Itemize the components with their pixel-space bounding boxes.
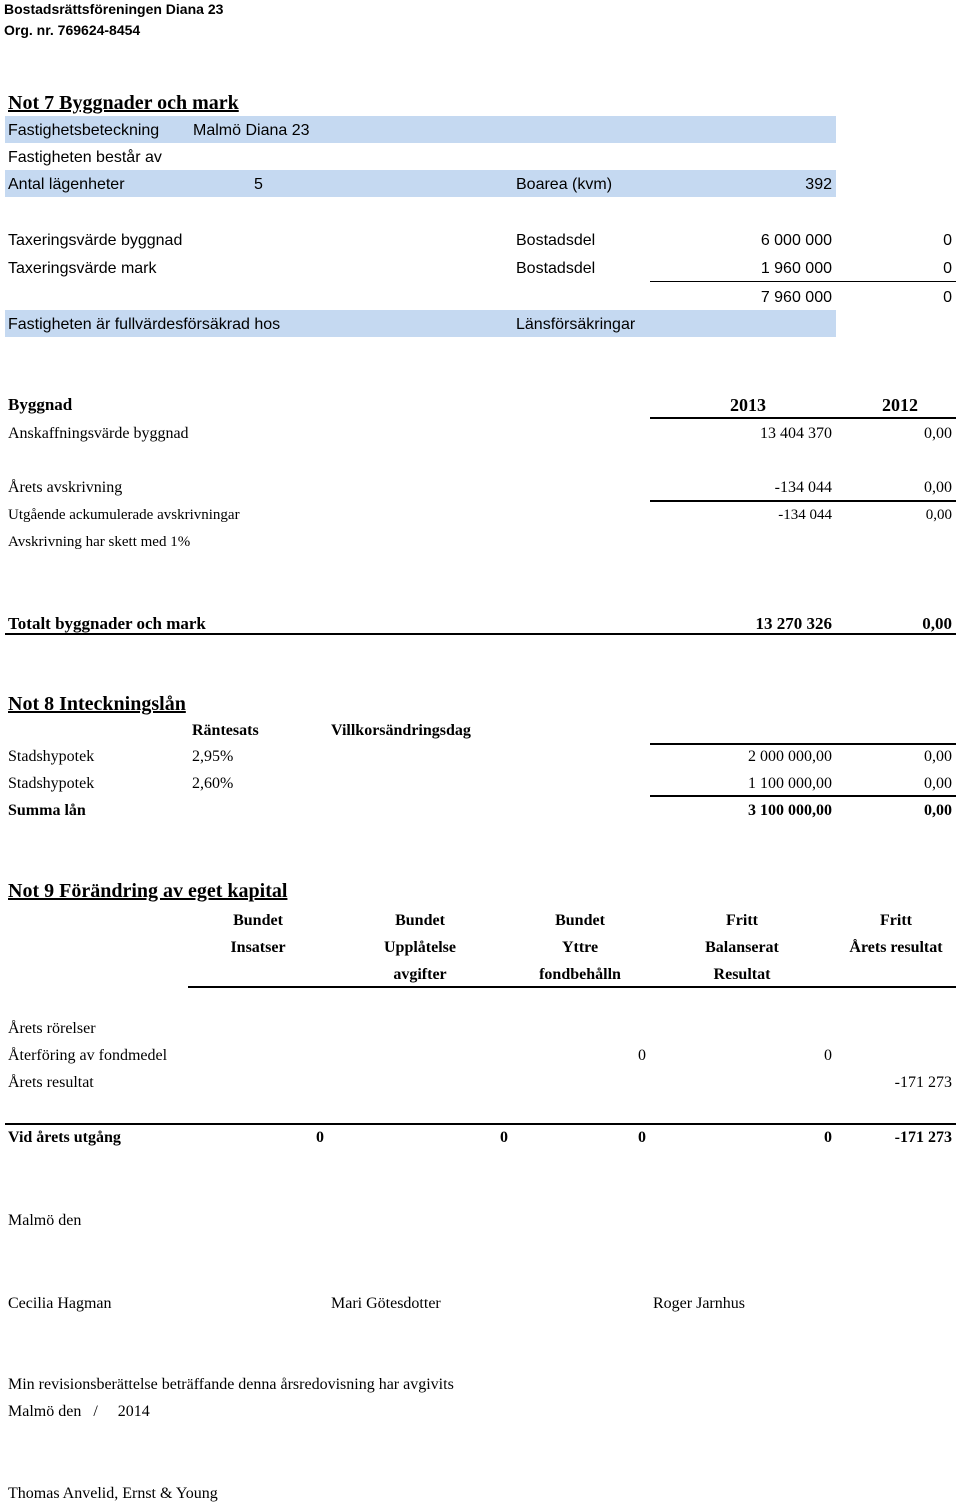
lagenheter-value: 5 (254, 176, 263, 193)
col3-line2: Yttre (561, 939, 599, 956)
forsakrad-value: Länsförsäkringar (516, 316, 636, 333)
totalt-2012: 0,00 (922, 614, 952, 633)
utgang-col1: 0 (316, 1129, 324, 1146)
col3-line1: Bundet (555, 912, 605, 929)
ackumulerade-2012: 0,00 (925, 507, 952, 523)
tax-total-extra: 0 (943, 289, 952, 306)
org-number: Org. nr. 769624-8454 (4, 22, 141, 38)
utgang-col3: 0 (638, 1129, 646, 1146)
boarea-value: 392 (805, 176, 832, 193)
tax-mark-type: Bostadsdel (516, 260, 596, 277)
header-rule (650, 743, 956, 745)
total-rule (5, 633, 956, 635)
anskaffning-label: Anskaffningsvärde byggnad (8, 425, 189, 442)
avskrivning-2013: -134 044 (774, 479, 832, 496)
col4-line3: Resultat (713, 966, 771, 983)
utgang-col4: 0 (824, 1129, 832, 1146)
total-rule (5, 1123, 956, 1125)
col2-line1: Bundet (395, 912, 445, 929)
ackumulerade-2013: -134 044 (778, 507, 832, 523)
sum-rule (650, 795, 956, 797)
summa-lan-2013: 3 100 000,00 (748, 802, 832, 819)
col1-line2: Insatser (230, 939, 286, 956)
totalt-2013: 13 270 326 (755, 614, 832, 633)
col4-line1: Fritt (726, 912, 758, 929)
place-date: Malmö den (8, 1212, 82, 1229)
bestar-av-label: Fastigheten består av (8, 149, 162, 166)
col4-line2: Balanserat (705, 939, 779, 956)
tax-byggnad-value: 6 000 000 (760, 232, 832, 249)
revision-date: Malmö den / 2014 (8, 1403, 150, 1420)
loan-lender: Stadshypotek (8, 748, 95, 765)
sum-rule (650, 281, 956, 282)
header-rule (188, 986, 956, 988)
auditor-name: Thomas Anvelid, Ernst & Young (8, 1485, 218, 1502)
loan-amount-2012: 0,00 (924, 748, 952, 765)
tax-total: 7 960 000 (760, 289, 832, 306)
loan-amount-2012: 0,00 (924, 775, 952, 792)
col2-line2: Upplåtelse (384, 939, 456, 956)
org-name: Bostadsrättsföreningen Diana 23 (4, 1, 224, 17)
arets-resultat-label: Årets resultat (8, 1074, 94, 1091)
signer-name: Mari Götesdotter (331, 1295, 441, 1312)
fastighetsbeteckning-label: Fastighetsbeteckning (8, 122, 160, 139)
aterforing-col3: 0 (638, 1047, 646, 1064)
utgang-label: Vid årets utgång (8, 1129, 121, 1146)
avskrivning-2012: 0,00 (924, 479, 952, 496)
col5-line1: Fritt (880, 912, 912, 929)
summa-lan-2012: 0,00 (924, 802, 952, 819)
note8-title: Not 8 Inteckningslån (8, 693, 186, 715)
tax-mark-label: Taxeringsvärde mark (8, 260, 157, 277)
col2-line3: avgifter (393, 966, 447, 983)
year-2013: 2013 (730, 395, 766, 415)
ackumulerade-label: Utgående ackumulerade avskrivningar (8, 507, 240, 523)
revision-text: Min revisionsberättelse beträffande denna årsredovisning har avgivits (8, 1376, 454, 1393)
loan-amount-2013: 1 100 000,00 (748, 775, 832, 792)
loan-rate: 2,95% (192, 748, 234, 765)
col1-line1: Bundet (233, 912, 283, 929)
avskrivning-note: Avskrivning har skett med 1% (8, 534, 191, 550)
signer-name: Cecilia Hagman (8, 1295, 112, 1312)
anskaffning-2013: 13 404 370 (760, 425, 832, 442)
col5-line2: Årets resultat (849, 939, 943, 956)
aterforing-label: Återföring av fondmedel (8, 1047, 168, 1064)
arets-rorelser-label: Årets rörelser (8, 1020, 96, 1037)
loan-lender: Stadshypotek (8, 775, 95, 792)
col3-line3: fondbehålln (539, 966, 621, 983)
tax-mark-value: 1 960 000 (760, 260, 832, 277)
arets-resultat-col5: -171 273 (894, 1074, 952, 1091)
totalt-label: Totalt byggnader och mark (8, 614, 206, 633)
utgang-col2: 0 (500, 1129, 508, 1146)
tax-mark-extra: 0 (943, 260, 952, 277)
header-rule (650, 417, 956, 419)
loan-amount-2013: 2 000 000,00 (748, 748, 832, 765)
forsakrad-label: Fastigheten är fullvärdesförsäkrad hos (8, 316, 281, 333)
lagenheter-label: Antal lägenheter (8, 176, 125, 193)
tax-byggnad-type: Bostadsdel (516, 232, 596, 249)
anskaffning-2012: 0,00 (924, 425, 952, 442)
summa-lan-label: Summa lån (8, 802, 86, 819)
villkorsandringsdag-header: Villkorsändringsdag (331, 722, 471, 739)
note7-title: Not 7 Byggnader och mark (8, 92, 239, 114)
signer-name: Roger Jarnhus (653, 1295, 745, 1312)
fastighetsbeteckning-value: Malmö Diana 23 (193, 122, 310, 139)
note9-title: Not 9 Förändring av eget kapital (8, 880, 288, 902)
loan-rate: 2,60% (192, 775, 234, 792)
aterforing-col4: 0 (824, 1047, 832, 1064)
byggnad-heading: Byggnad (8, 395, 73, 414)
tax-byggnad-label: Taxeringsvärde byggnad (8, 232, 183, 249)
year-2012: 2012 (882, 395, 918, 415)
tax-byggnad-extra: 0 (943, 232, 952, 249)
boarea-label: Boarea (kvm) (516, 176, 613, 193)
rantesats-header: Räntesats (192, 722, 259, 739)
sum-rule (650, 500, 956, 502)
utgang-col5: -171 273 (894, 1129, 952, 1146)
avskrivning-label: Årets avskrivning (8, 479, 123, 496)
